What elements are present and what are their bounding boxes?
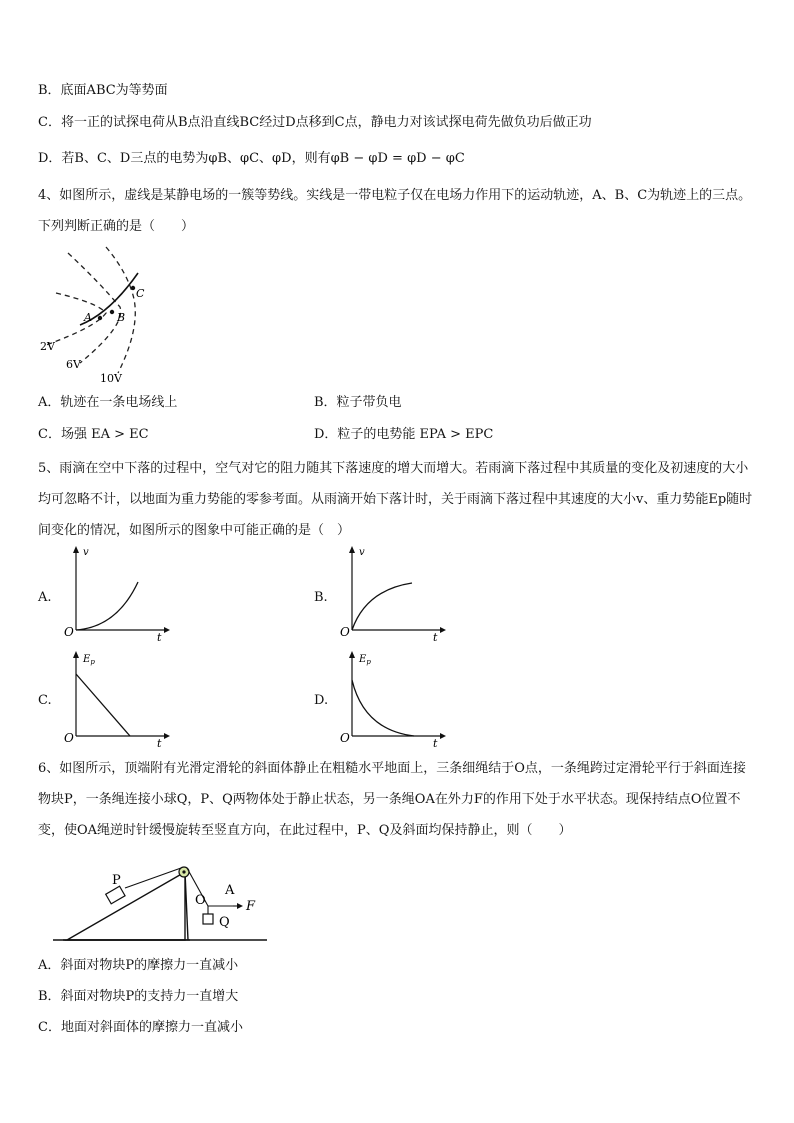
axis-t: t [433, 737, 438, 750]
q6-incline-figure [45, 858, 275, 948]
q5-option-c: C. [38, 693, 52, 708]
q6-option-a: A．斜面对物块P的摩擦力一直减小 [38, 958, 239, 973]
label-b: B [117, 311, 126, 324]
curve-a [76, 582, 138, 630]
axis-t: t [157, 631, 162, 644]
origin: O [64, 625, 74, 639]
svg-text:Ep: $E_p$ [359, 654, 371, 666]
graph-b-v-t [338, 545, 448, 644]
equipotential-10v [106, 247, 135, 373]
graph-d-ep-t [338, 650, 448, 750]
q6-option-c: C．地面对斜面体的摩擦力一直减小 [38, 1020, 243, 1035]
q6-stem: 6、如图所示，顶端附有光滑定滑轮的斜面体静止在粗糙水平地面上，三条细绳结于O点，一条绳跨过定滑轮平行于斜面连接物块P，一条绳连接小球Q，P、Q两物体处于静止状态，另一条绳OA在外力F的作用下处于水平状态。现保持结点O位置不变，使OA绳逆时针缓慢旋转至竖直方向，在此过程中，P、Q及斜面均保持静止，则（ ） [38, 761, 746, 838]
label-q: Q [219, 915, 230, 930]
q3-option-d: D．若B、C、D三点的电势为φB、φC、φD，则有φB − φD = φD − φC [38, 151, 465, 166]
graph-a-v-t [62, 545, 172, 644]
label-10v: 10V [100, 372, 122, 385]
label-a: A [84, 311, 92, 324]
q5-option-d: D. [314, 693, 329, 708]
q6-option-b: B．斜面对物块P的支持力一直增大 [38, 989, 239, 1004]
ball-q [203, 914, 213, 924]
label-o: O [195, 893, 206, 908]
curve-d [352, 680, 414, 736]
label-c: C [136, 287, 145, 300]
equipotential-6v [68, 253, 121, 363]
origin: O [64, 731, 74, 745]
equipotential-2v [46, 293, 106, 345]
label-p: P [112, 873, 121, 888]
q4-stem: 4、如图所示，虚线是某静电场的一簇等势线。实线是一带电粒子仅在电场力作用下的运动轨迹，A、B、C为轨迹上的三点。下列判断正确的是（ ） [38, 188, 752, 234]
label-a: A [225, 883, 235, 898]
label-f: F [246, 899, 256, 914]
curve-c [76, 674, 130, 736]
q5-option-b: B. [314, 590, 328, 605]
label-2v: 2V [40, 340, 55, 353]
label-6v: 6V [66, 358, 81, 371]
q4-option-a: A．轨迹在一条电场线上 [38, 395, 178, 410]
q4-equipotential-figure [38, 245, 158, 385]
q3-option-c: C．将一正的试探电荷从B点沿直线BC经过D点移到C点，静电力对该试探电荷先做负功后做正功 [38, 115, 592, 130]
q5-stem: 5、雨滴在空中下落的过程中，空气对它的阻力随其下落速度的增大而增大。若雨滴下落过程中其质量的变化及初速度的大小均可忽略不计，以地面为重力势能的零参考面。从雨滴开始下落计时，关于雨滴下落过程中其速度的大小v、重力势能Ep随时间变化的情况，如图所示的图象中可能正确的是（ ） [38, 461, 753, 538]
graph-c-ep-t [62, 650, 172, 750]
incline [67, 872, 185, 940]
origin: O [340, 731, 350, 745]
svg-text:Ep: $E_p$ [83, 654, 95, 666]
curve-b [352, 583, 412, 630]
q4-option-b: B．粒子带负电 [314, 395, 402, 410]
axis-v: v [359, 547, 365, 558]
block-p [106, 886, 125, 904]
axis-v: v [83, 547, 89, 558]
q4-option-c: C．场强 EA > EC [38, 427, 149, 442]
q5-option-a: A. [38, 590, 52, 605]
axis-t: t [433, 631, 438, 644]
rope-p [125, 868, 181, 888]
axis-t: t [157, 737, 162, 750]
q4-option-d: D．粒子的电势能 EPA > EPC [314, 427, 494, 442]
q3-option-b: B．底面ABC为等势面 [38, 83, 168, 98]
origin: O [340, 625, 350, 639]
